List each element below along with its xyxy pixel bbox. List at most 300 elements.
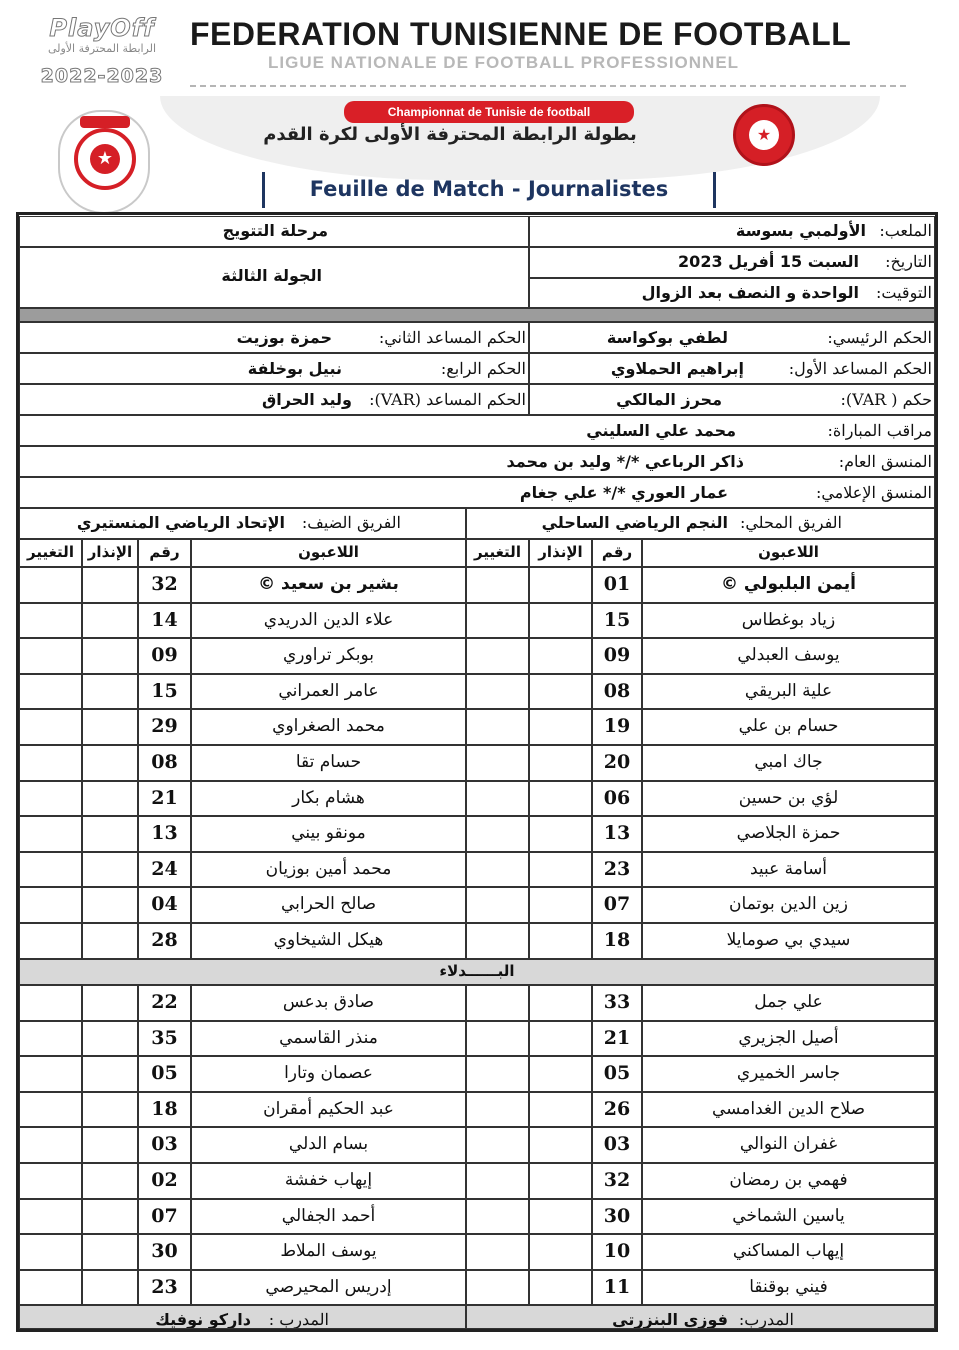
home-player-number [592, 816, 642, 852]
away-player-name-text: بسام الدلي [288, 1134, 369, 1154]
section-divider [19, 308, 935, 322]
first-assistant-label: الحكم المساعد الأول: [788, 359, 932, 378]
away-player-name [191, 603, 466, 638]
home-player-change [466, 567, 529, 603]
away-player-change [19, 745, 82, 781]
home-player-number-text: 33 [603, 991, 631, 1013]
home-player-change [466, 1199, 529, 1234]
away-player-warning [82, 603, 138, 638]
home-player-name-text: علي جمل [754, 992, 823, 1012]
away-player-number-text: 13 [151, 822, 178, 844]
home-player-warning [529, 638, 592, 674]
away-player-name-text: إيهاب خفشة [284, 1170, 373, 1190]
home-player-number [592, 674, 642, 709]
away-player-warning [82, 1092, 138, 1127]
home-player-name [642, 1234, 935, 1270]
home-player-number-text: 15 [603, 609, 631, 631]
home-player-warning [529, 1270, 592, 1305]
time-row [529, 278, 935, 308]
away-header-name-label: اللاعبون [298, 543, 359, 561]
phase-row [19, 216, 529, 247]
home-player-name [642, 1092, 935, 1127]
away-player-warning [82, 852, 138, 887]
home-player-number-text: 09 [603, 644, 631, 666]
away-player-warning [82, 1056, 138, 1092]
home-player-number [592, 1127, 642, 1163]
away-player-number-text: 28 [151, 929, 178, 951]
home-player-warning [529, 1163, 592, 1199]
away-player-number-text: 09 [151, 644, 178, 666]
first-assistant-value: إبراهيم الحملاوي [610, 359, 744, 378]
home-player-warning [529, 709, 592, 745]
home-player-name [642, 923, 935, 959]
away-player-number [138, 709, 191, 745]
away-player-change [19, 923, 82, 959]
home-header-change-label: التغيير [474, 543, 521, 561]
away-player-number [138, 1199, 191, 1234]
date-label: التاريخ: [885, 252, 932, 271]
away-header-num [138, 539, 191, 567]
away-player-number-text: 05 [151, 1062, 178, 1084]
time-label: التوقيت: [876, 283, 932, 302]
away-player-change [19, 781, 82, 816]
away-player-warning [82, 745, 138, 781]
home-header-num-label: رقم [601, 543, 633, 561]
home-player-warning [529, 1056, 592, 1092]
away-player-number [138, 1056, 191, 1092]
home-player-number [592, 781, 642, 816]
away-player-number-text: 07 [151, 1205, 178, 1227]
round-value: الجولة الثالثة [221, 266, 322, 285]
home-header-warn-label: الإنذار [538, 543, 583, 561]
away-player-change [19, 1270, 82, 1305]
away-player-change [19, 816, 82, 852]
home-team-row [466, 508, 935, 539]
home-coach-row [466, 1305, 935, 1329]
away-player-number-text: 32 [151, 573, 178, 595]
away-player-change [19, 1092, 82, 1127]
away-player-number-text: 22 [151, 991, 178, 1013]
home-player-name [642, 1163, 935, 1199]
home-player-warning [529, 745, 592, 781]
home-player-name [642, 1056, 935, 1092]
home-player-number [592, 985, 642, 1021]
home-player-number-text: 01 [603, 573, 631, 595]
home-player-name-text: فيني بوقنقا [749, 1277, 828, 1297]
home-player-number [592, 1199, 642, 1234]
home-player-number [592, 709, 642, 745]
observer-label: مراقب المباراة: [827, 421, 932, 440]
home-team-label: الفريق المحلي: [739, 513, 842, 532]
away-player-name-text: يوسف الملاط [280, 1241, 377, 1261]
time-value: الواحدة و النصف بعد الزوال [641, 283, 859, 302]
home-player-name-text: أصيل الجزيري [738, 1028, 839, 1048]
home-player-change [466, 985, 529, 1021]
home-player-name [642, 1127, 935, 1163]
main-referee-row [529, 322, 935, 353]
away-player-number [138, 1163, 191, 1199]
home-player-name-text: ياسين الشماخي [732, 1206, 845, 1226]
home-player-name-text: حسام بن علي [738, 716, 839, 736]
phase-value: مرحلة التتويج [222, 221, 328, 240]
away-header-num-label: رقم [149, 543, 180, 561]
home-player-change [466, 603, 529, 638]
away-team-row [19, 508, 466, 539]
away-player-number [138, 638, 191, 674]
away-player-name [191, 1234, 466, 1270]
away-player-warning [82, 816, 138, 852]
home-player-number [592, 1163, 642, 1199]
away-player-name [191, 1163, 466, 1199]
home-player-name-text: حمزة الجلاصي [736, 823, 841, 843]
general-coord-label: المنسق العام: [838, 452, 932, 471]
home-header-num [592, 539, 642, 567]
away-header-change-label: التغيير [27, 543, 74, 561]
away-player-number [138, 887, 191, 923]
home-player-warning [529, 1234, 592, 1270]
home-player-change [466, 1092, 529, 1127]
away-player-name [191, 567, 466, 603]
away-player-warning [82, 1234, 138, 1270]
home-header-warn [529, 539, 592, 567]
away-player-name-text: منذر القاسمي [279, 1028, 378, 1048]
championship-ar: بطولة الرابطة المحترفة الأولى لكرة القدم [263, 124, 637, 145]
home-player-name-text: جاسر الخميري [736, 1063, 841, 1083]
away-player-change [19, 1127, 82, 1163]
championship-fr: Championnat de Tunisie de football [344, 101, 634, 123]
away-player-name-text: بوبكر تراوري [283, 645, 374, 665]
home-player-warning [529, 852, 592, 887]
away-player-name [191, 745, 466, 781]
away-player-change [19, 1234, 82, 1270]
home-player-number [592, 567, 642, 603]
home-player-warning [529, 1092, 592, 1127]
away-player-change [19, 709, 82, 745]
header-divider [190, 85, 906, 87]
home-player-name [642, 1021, 935, 1056]
away-coach-label: المدرب : [268, 1310, 329, 1329]
home-player-name-text: صلاح الدين الغدامسي [711, 1099, 866, 1119]
away-player-name [191, 852, 466, 887]
away-player-name-text: هيكل الشيخاوي [273, 930, 384, 950]
away-player-number [138, 923, 191, 959]
away-player-change [19, 638, 82, 674]
away-player-name [191, 887, 466, 923]
home-header-name-label: اللاعبون [758, 543, 819, 561]
home-player-number-text: 06 [603, 787, 631, 809]
away-player-name-text: عامر العمراني [278, 681, 379, 701]
away-player-change [19, 1056, 82, 1092]
away-player-name [191, 1021, 466, 1056]
away-header-name [191, 539, 466, 567]
federation-title: FEDERATION TUNISIENNE DE FOOTBALL [190, 16, 852, 52]
away-player-number-text: 30 [151, 1240, 178, 1262]
home-player-number [592, 638, 642, 674]
date-value: السبت 15 أفريل 2023 [678, 252, 859, 271]
media-coord-value: عمار العوري */* علي جغام [519, 483, 728, 502]
home-player-warning [529, 923, 592, 959]
away-player-warning [82, 709, 138, 745]
away-player-number-text: 04 [151, 893, 178, 915]
home-player-warning [529, 1021, 592, 1056]
first-assistant-row [529, 353, 935, 384]
away-player-name-text: حسام تقا [295, 752, 362, 772]
away-player-warning [82, 985, 138, 1021]
home-player-warning [529, 674, 592, 709]
away-player-name-text: هشام بكار [292, 788, 365, 808]
home-player-number-text: 21 [603, 1027, 631, 1049]
away-player-number [138, 781, 191, 816]
second-assistant-label: الحكم المساعد الثاني: [378, 328, 526, 347]
away-player-number [138, 674, 191, 709]
var-label: حكم ( VAR): [840, 390, 932, 409]
home-player-name-text: علية البريقي [744, 681, 833, 701]
away-player-change [19, 603, 82, 638]
away-player-name [191, 1056, 466, 1092]
home-player-change [466, 1270, 529, 1305]
main-referee-value: لطفي بوكواسة [606, 328, 728, 347]
var-row [529, 384, 935, 415]
away-player-number [138, 852, 191, 887]
home-player-name-text: زياد بوغطاس [741, 610, 836, 630]
home-player-number-text: 11 [603, 1276, 631, 1298]
away-player-number-text: 24 [151, 858, 178, 880]
away-player-name [191, 1127, 466, 1163]
second-assistant-row [19, 322, 529, 353]
home-player-name [642, 781, 935, 816]
main-referee-label: الحكم الرئيسي: [827, 328, 932, 347]
away-player-name [191, 816, 466, 852]
home-player-change [466, 852, 529, 887]
substitutes-bar [19, 959, 935, 985]
ftf-crest-icon: ★ [58, 110, 150, 214]
away-player-warning [82, 638, 138, 674]
avar-value: وليد الحراق [261, 390, 352, 409]
away-player-name [191, 1199, 466, 1234]
home-player-number-text: 13 [603, 822, 631, 844]
home-player-change [466, 923, 529, 959]
away-player-name-text: إدريس المحيرصي [265, 1277, 392, 1297]
home-player-name [642, 852, 935, 887]
playoff-subtitle: الرابطة المحترفة الأولى [47, 42, 157, 55]
stadium-value: الأولمبي بسوسة [735, 221, 866, 240]
home-player-change [466, 674, 529, 709]
home-player-name [642, 985, 935, 1021]
substitutes-title: البــــــدلاء [439, 962, 515, 980]
away-player-name [191, 674, 466, 709]
away-player-warning [82, 1127, 138, 1163]
home-player-warning [529, 887, 592, 923]
away-player-number-text: 23 [151, 1276, 178, 1298]
away-player-name-text: علاء الدين الدريدي [263, 610, 394, 630]
home-player-change [466, 887, 529, 923]
away-player-number [138, 816, 191, 852]
home-player-warning [529, 1127, 592, 1163]
home-player-change [466, 709, 529, 745]
home-player-name [642, 1270, 935, 1305]
away-player-name-text: أحمد الجفالي [281, 1206, 376, 1226]
home-player-number-text: 30 [603, 1205, 631, 1227]
sheet-header [0, 0, 959, 212]
observer-row [19, 415, 935, 446]
away-player-name-text: بشير بن سعيد © [258, 574, 399, 594]
home-player-change [466, 1234, 529, 1270]
home-player-name [642, 816, 935, 852]
away-player-name-text: صادق بدعس [282, 992, 375, 1012]
fourth-referee-label: الحكم الرابع: [440, 359, 526, 378]
home-player-number [592, 603, 642, 638]
away-player-change [19, 887, 82, 923]
home-player-number-text: 18 [603, 929, 631, 951]
home-player-warning [529, 567, 592, 603]
away-player-warning [82, 887, 138, 923]
playoff-logo [34, 14, 170, 104]
away-player-change [19, 1199, 82, 1234]
away-player-number-text: 02 [151, 1169, 178, 1191]
sheet-title: Feuille de Match - Journalistes [262, 172, 716, 208]
home-player-change [466, 745, 529, 781]
away-player-number [138, 1092, 191, 1127]
home-player-name-text: أيمن البلبولي © [720, 574, 856, 594]
away-player-change [19, 567, 82, 603]
home-player-number [592, 887, 642, 923]
playoff-title: PlayOff [49, 14, 155, 42]
away-player-number [138, 1234, 191, 1270]
home-player-number [592, 745, 642, 781]
home-player-name-text: فهمي بن رمضان [729, 1170, 848, 1190]
home-player-number [592, 923, 642, 959]
home-player-name [642, 603, 935, 638]
away-player-number [138, 1127, 191, 1163]
home-player-number-text: 20 [603, 751, 631, 773]
away-header-change [19, 539, 82, 567]
away-player-warning [82, 923, 138, 959]
avar-row [19, 384, 529, 415]
away-player-name [191, 985, 466, 1021]
away-player-number-text: 14 [151, 609, 178, 631]
home-player-number [592, 1270, 642, 1305]
home-player-name-text: إيهاب المساكني [732, 1241, 845, 1261]
away-player-warning [82, 1163, 138, 1199]
away-player-warning [82, 567, 138, 603]
home-player-number-text: 32 [603, 1169, 631, 1191]
home-player-change [466, 1021, 529, 1056]
home-player-number-text: 23 [603, 858, 631, 880]
home-player-number [592, 1092, 642, 1127]
fourth-referee-row [19, 353, 529, 384]
home-team-value: النجم الرياضي الساحلي [541, 513, 728, 532]
away-coach-row [19, 1305, 466, 1329]
away-player-name-text: محمد الصغراوي [272, 716, 385, 736]
stadium-label: الملعب: [879, 221, 932, 240]
home-player-warning [529, 816, 592, 852]
home-player-number [592, 1021, 642, 1056]
away-player-warning [82, 1199, 138, 1234]
home-player-name-text: لؤي بن حسين [738, 788, 839, 808]
away-player-name [191, 638, 466, 674]
federation-badge-icon: ★ [733, 104, 795, 166]
away-header-warn [82, 539, 138, 567]
home-player-change [466, 1056, 529, 1092]
home-player-name [642, 1199, 935, 1234]
away-player-name-text: عبد الحكيم أمقران [263, 1099, 394, 1119]
away-team-value: الإتحاد الرياضي المنستيري [76, 513, 285, 532]
home-player-change [466, 781, 529, 816]
home-player-number-text: 19 [603, 715, 631, 737]
away-coach-value: داركو نوفيك [155, 1310, 251, 1329]
home-player-name-text: زين الدين بوتمان [729, 894, 848, 914]
media-coord-label: المنسق الإعلامي: [815, 483, 932, 502]
away-player-number [138, 1021, 191, 1056]
home-player-name-text: أسامة عبيد [749, 859, 828, 879]
home-player-name [642, 567, 935, 603]
away-player-change [19, 985, 82, 1021]
away-team-label: الفريق الضيف: [301, 513, 401, 532]
home-header-change [466, 539, 529, 567]
home-player-number-text: 10 [603, 1240, 631, 1262]
home-player-name-text: غفران النوالي [739, 1134, 838, 1154]
away-player-number [138, 567, 191, 603]
away-player-number-text: 29 [151, 715, 178, 737]
home-coach-value: فوزي البنزرتي [612, 1310, 728, 1329]
away-player-number-text: 15 [151, 680, 178, 702]
away-player-name [191, 923, 466, 959]
away-header-warn-label: الإنذار [87, 543, 133, 561]
away-player-name-text: صالح الحرابي [280, 894, 377, 914]
away-player-name [191, 1270, 466, 1305]
home-player-name [642, 887, 935, 923]
away-player-name [191, 709, 466, 745]
stadium-row [529, 216, 935, 247]
away-player-name-text: مونقو بيني [291, 823, 366, 843]
date-row [529, 247, 935, 278]
away-player-change [19, 1163, 82, 1199]
home-coach-label: المدرب: [738, 1310, 794, 1329]
home-player-name [642, 638, 935, 674]
media-coord-row [19, 477, 935, 508]
home-player-name-text: سيدي بي صومايلا [726, 930, 851, 950]
home-player-change [466, 1127, 529, 1163]
away-player-name-text: عصمان وتارا [284, 1063, 373, 1083]
away-player-number-text: 18 [151, 1098, 178, 1120]
home-player-change [466, 816, 529, 852]
away-player-number-text: 35 [151, 1027, 178, 1049]
away-player-name-text: محمد أمين بوزيان [265, 859, 392, 879]
avar-label: الحكم المساعد (VAR): [369, 390, 526, 409]
away-player-warning [82, 1270, 138, 1305]
away-player-number-text: 03 [151, 1133, 178, 1155]
home-player-warning [529, 603, 592, 638]
home-player-name [642, 709, 935, 745]
home-player-number-text: 26 [603, 1098, 631, 1120]
away-player-change [19, 852, 82, 887]
away-player-warning [82, 674, 138, 709]
home-player-name [642, 674, 935, 709]
home-player-change [466, 638, 529, 674]
fourth-referee-value: نبيل بوخلفة [247, 359, 342, 378]
home-player-number-text: 05 [603, 1062, 631, 1084]
home-player-number-text: 03 [603, 1133, 631, 1155]
away-player-number [138, 985, 191, 1021]
away-player-number [138, 745, 191, 781]
home-player-number [592, 852, 642, 887]
home-header-name [642, 539, 935, 567]
away-player-number-text: 08 [151, 751, 178, 773]
second-assistant-value: حمزة بوزيت [236, 328, 332, 347]
home-player-name-text: يوسف العبدلي [737, 645, 840, 665]
away-player-warning [82, 1021, 138, 1056]
home-player-name [642, 745, 935, 781]
